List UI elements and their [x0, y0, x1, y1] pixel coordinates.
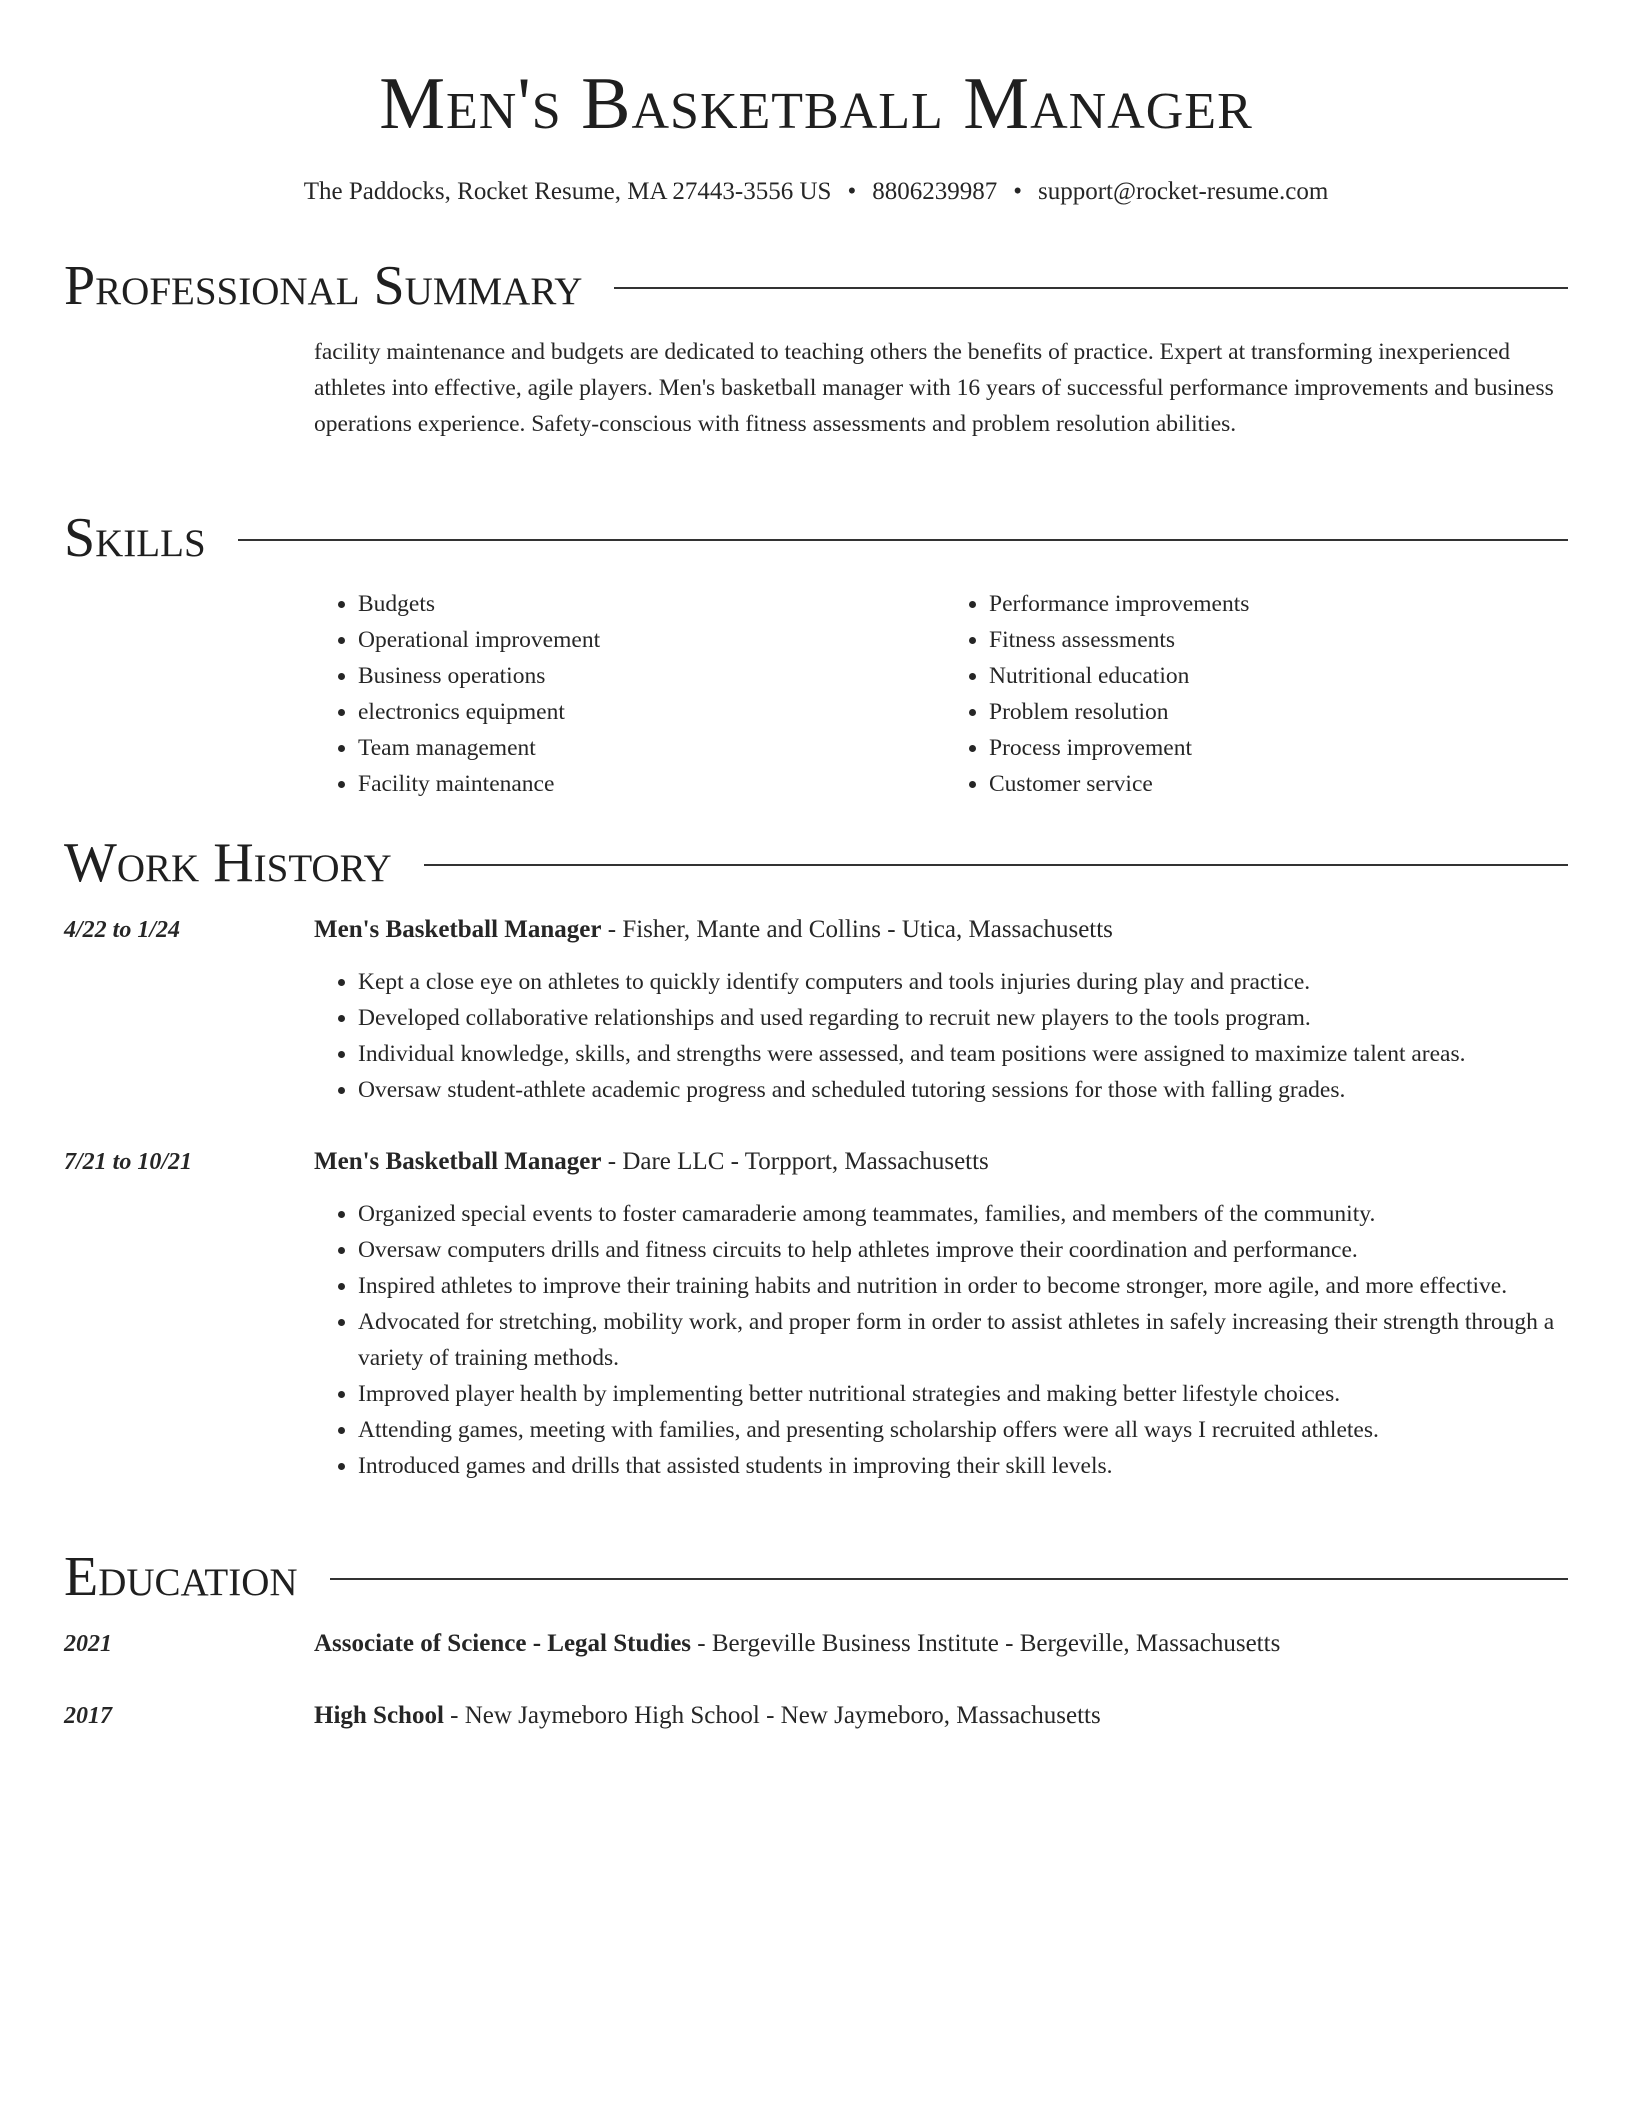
- skill-item: • Problem resolution: [989, 694, 1559, 730]
- work-section-title: Work History: [64, 832, 392, 894]
- education-section-header: [64, 1545, 1568, 1609]
- contact-address: The Paddocks, Rocket Resume, MA 27443-3556 US: [303, 178, 832, 205]
- job-title: Men's Basketball Manager: [314, 916, 602, 943]
- skill-item: • Facility maintenance: [358, 766, 928, 802]
- contact-email[interactable]: support@rocket-resume.com: [1037, 178, 1329, 205]
- skill-item: • Performance improvements: [989, 586, 1559, 622]
- job-employer: - Dare LLC - Torpport, Massachusetts: [601, 1148, 989, 1175]
- skill-item: • Budgets: [358, 586, 928, 622]
- education-section-title: Education: [64, 1546, 298, 1608]
- skill-item: • electronics equipment: [358, 694, 928, 730]
- education-degree: High School: [314, 1702, 444, 1729]
- contact-phone: 8806239987: [872, 178, 998, 205]
- job-bullet: • Individual knowledge, skills, and strengths were assessed, and team positions were assigned to maximize talent areas.: [358, 1036, 1568, 1072]
- contact-separator: •: [847, 178, 857, 205]
- skills-section-header: [64, 506, 1568, 570]
- job-employer: - Fisher, Mante and Collins - Utica, Massachusetts: [601, 916, 1113, 943]
- summary-section-title: Professional Summary: [64, 255, 583, 317]
- education-year: 2017: [64, 1703, 112, 1729]
- section-divider: [424, 864, 1568, 866]
- job-bullet: • Kept a close eye on athletes to quickly identify computers and tools injuries during play and practice.: [358, 964, 1568, 1000]
- education-school: - Bergeville Business Institute - Bergeville, Massachusetts: [691, 1630, 1281, 1657]
- job-bullet: • Attending games, meeting with families, and presenting scholarship offers were all ways I recruited athletes.: [358, 1412, 1568, 1448]
- job-bullets: [314, 964, 1568, 1108]
- skills-section-title: Skills: [64, 507, 206, 569]
- job-bullet: • Developed collaborative relationships and used regarding to recruit new players to the tools program.: [358, 1000, 1568, 1036]
- education-heading: [314, 1626, 1568, 1662]
- skill-item: • Fitness assessments: [989, 622, 1559, 658]
- education-school: - New Jaymeboro High School - New Jaymeboro, Massachusetts: [443, 1702, 1101, 1729]
- contact-separator: •: [1013, 178, 1022, 205]
- education-year: 2021: [64, 1631, 112, 1657]
- contact-line: [64, 174, 1568, 210]
- job-bullet: • Inspired athletes to improve their training habits and nutrition in order to become stronger, more agile, and more effective.: [358, 1268, 1568, 1304]
- job-bullet: • Organized special events to foster camaraderie among teammates, families, and members of the community.: [358, 1196, 1568, 1232]
- skill-item: • Operational improvement: [358, 622, 928, 658]
- job-dates: 7/21 to 10/21: [64, 1149, 193, 1175]
- section-divider: [330, 1578, 1568, 1580]
- job-bullet: • Improved player health by implementing better nutritional strategies and making better lifestyle choices.: [358, 1376, 1568, 1412]
- skills-column-left: [314, 586, 928, 802]
- summary-text: facility maintenance and budgets are dedicated to teaching others the benefits of practice. Expert at transforming inexperienced athletes into effective, agile players. Men's basketball manager with 16 years of successful performance improvements and business operations experience. Safety-conscious with fitness assessments and problem resolution abilities.: [314, 339, 1554, 437]
- section-divider: [238, 539, 1568, 541]
- job-bullet: • Oversaw computers drills and fitness circuits to help athletes improve their coordination and performance.: [358, 1232, 1568, 1268]
- job-bullet: • Oversaw student-athlete academic progress and scheduled tutoring sessions for those with falling grades.: [358, 1072, 1568, 1108]
- job-heading: [314, 1144, 1568, 1180]
- education-degree: Associate of Science - Legal Studies: [314, 1630, 692, 1657]
- skills-list: [314, 586, 1568, 802]
- section-divider: [614, 287, 1568, 289]
- skill-item: • Team management: [358, 730, 928, 766]
- job-bullet: • Introduced games and drills that assisted students in improving their skill levels.: [358, 1448, 1568, 1484]
- education-heading: [314, 1698, 1568, 1734]
- resume-name: Men's Basketball Manager: [379, 63, 1253, 145]
- job-bullet: • Advocated for stretching, mobility work, and proper form in order to assist athletes in safely increasing their strength through a variety of training methods.: [358, 1304, 1568, 1376]
- skill-item: • Business operations: [358, 658, 928, 694]
- work-section-header: [64, 831, 1568, 895]
- job-title: Men's Basketball Manager: [314, 1148, 602, 1175]
- job-dates: 4/22 to 1/24: [64, 917, 181, 943]
- job-heading: [314, 912, 1568, 948]
- summary-section-header: [64, 254, 1568, 318]
- skill-item: • Process improvement: [989, 730, 1559, 766]
- job-bullets: [314, 1196, 1568, 1484]
- skill-item: • Nutritional education: [989, 658, 1559, 694]
- skills-column-right: [945, 586, 1559, 802]
- skill-item: • Customer service: [989, 766, 1559, 802]
